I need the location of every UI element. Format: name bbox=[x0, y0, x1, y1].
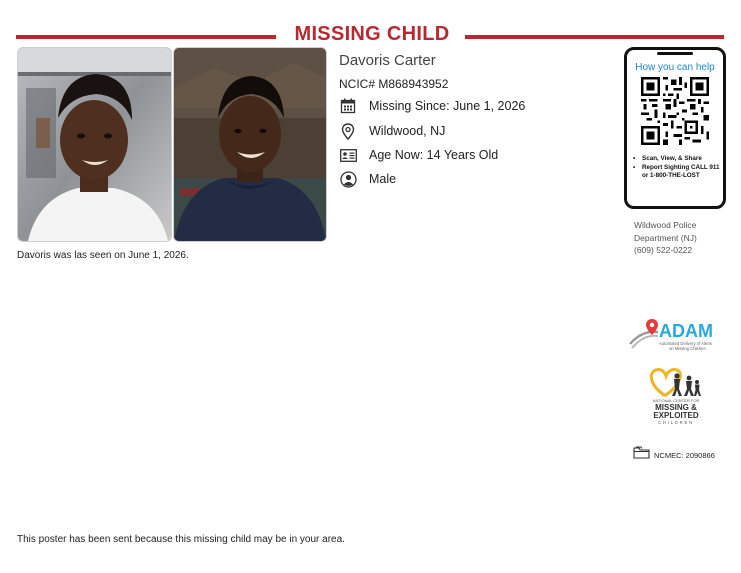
age-now-text: Age Now: 14 Years Old bbox=[369, 148, 499, 162]
last-seen-caption: Davoris was las seen on June 1, 2026. bbox=[17, 250, 189, 261]
help-title: How you can help bbox=[635, 62, 715, 73]
ncmec-line-4: CHILDREN bbox=[658, 420, 694, 425]
ncmec-line-3: EXPLOITED bbox=[653, 411, 699, 420]
ncmec-case-number: NCMEC: 2090866 bbox=[654, 450, 715, 460]
ncic-number: NCIC# M868943952 bbox=[339, 77, 449, 91]
calendar-icon bbox=[339, 97, 357, 115]
location-text: Wildwood, NJ bbox=[369, 124, 446, 138]
adam-wordmark: ADAM bbox=[659, 321, 713, 341]
child-name: Davoris Carter bbox=[339, 52, 436, 69]
poster-title: MISSING CHILD bbox=[294, 23, 450, 45]
help-bullet-1: • Scan, View, & Share bbox=[633, 155, 702, 162]
missing-since-text: Missing Since: June 1, 2026 bbox=[369, 99, 526, 113]
adam-logo bbox=[628, 318, 720, 354]
sex-row bbox=[339, 170, 397, 188]
location-row bbox=[339, 122, 446, 140]
ncmec-logo bbox=[644, 367, 708, 429]
missing-since-row bbox=[339, 97, 526, 115]
adam-tagline-1: Automated Delivery of Alerts bbox=[659, 341, 712, 346]
phone-notch bbox=[657, 52, 693, 55]
help-phone-card bbox=[624, 47, 726, 209]
adam-tagline-2: on Missing Children bbox=[669, 346, 706, 351]
header-rule-left bbox=[16, 35, 276, 39]
map-pin-icon bbox=[339, 122, 357, 140]
footer-note: This poster has been sent because this missing child may be in your area. bbox=[17, 534, 345, 545]
police-contact bbox=[634, 219, 697, 257]
ncmec-line-2: MISSING & bbox=[655, 403, 697, 412]
id-card-icon bbox=[339, 146, 357, 164]
help-bullet-2: • Report Sighting CALL 911 or 1-800-THE-LOST bbox=[633, 164, 720, 179]
header-rule-right bbox=[465, 35, 724, 39]
ncmec-case bbox=[633, 446, 715, 464]
police-name-line1: Wildwood Police bbox=[634, 220, 697, 230]
ncmec-line-1: NATIONAL CENTER FOR bbox=[652, 398, 700, 403]
police-phone[interactable]: (609) 522-0222 bbox=[634, 245, 693, 255]
child-photo-1 bbox=[17, 47, 172, 242]
sex-text: Male bbox=[369, 172, 397, 186]
police-name-line2: Department (NJ) bbox=[634, 232, 697, 243]
child-photo-2 bbox=[173, 47, 327, 242]
qr-code-icon[interactable] bbox=[641, 77, 709, 145]
person-icon bbox=[339, 170, 357, 188]
folder-icon bbox=[633, 446, 650, 464]
age-row bbox=[339, 146, 499, 164]
